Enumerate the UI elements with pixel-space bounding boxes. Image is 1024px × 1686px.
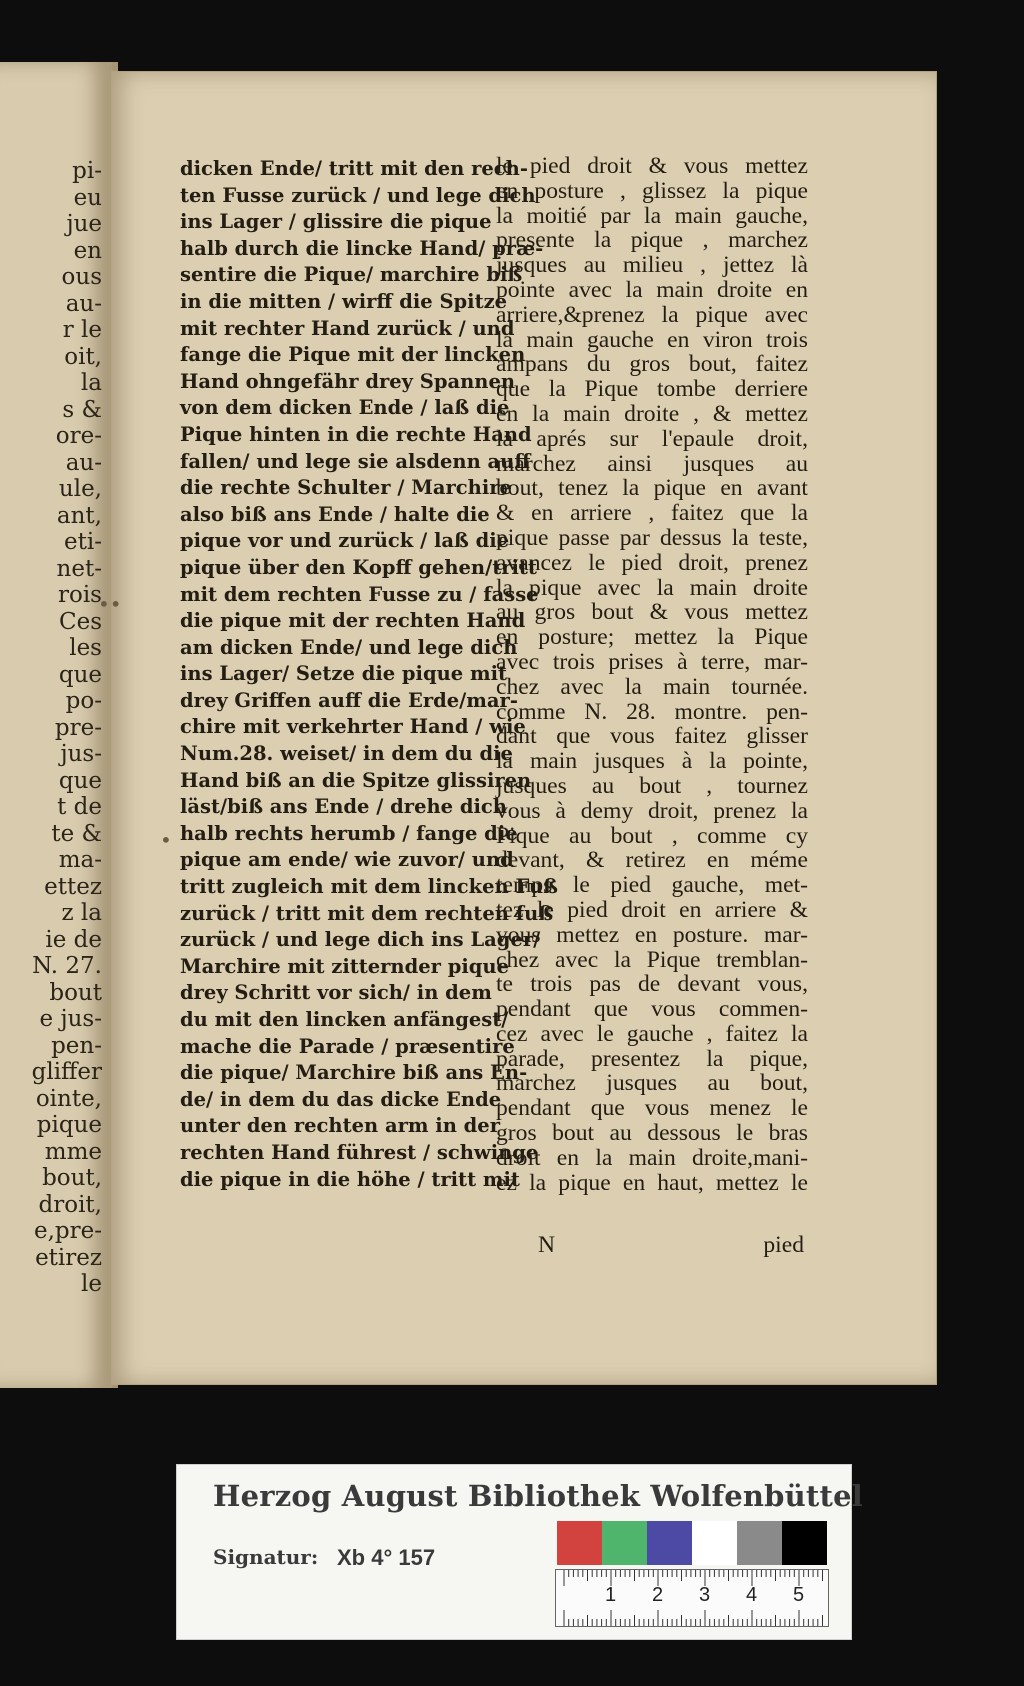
fragment-line: ettez [44, 873, 102, 900]
text-line: halb rechts herumb / fange die [180, 821, 518, 845]
margin-dots-mark: •• [98, 592, 122, 616]
previous-page-text-fragments [32, 158, 102, 1298]
text-line: vous mettez en posture. mar- [496, 921, 808, 948]
fragment-line: t de [57, 794, 102, 820]
fragment-line: z la [61, 900, 102, 926]
text-line: jusques au milieu , jettez là [496, 252, 808, 279]
fragment-line: bout, [42, 1165, 102, 1191]
text-line: drey Schritt vor sich/ in dem [180, 981, 492, 1005]
text-line: pique vor und zurück / laß die [180, 529, 510, 553]
text-line: die rechte Schulter / Marchire [180, 476, 512, 500]
fragment-line: eti- [64, 529, 102, 555]
fragment-line: e,pre- [33, 1218, 102, 1244]
catchword: pied [763, 1232, 804, 1258]
text-line: jusques au bout , tournez [496, 772, 808, 799]
fragment-line: les [69, 635, 102, 661]
text-line: drey Griffen auff die Erde/mar- [180, 688, 518, 712]
library-label [176, 1464, 863, 1640]
color-swatch [692, 1521, 737, 1565]
text-line: en posture; mettez la Pique [496, 624, 808, 651]
text-line: läst/biß ans Ende / drehe dich [180, 795, 507, 819]
color-swatch [782, 1521, 827, 1565]
text-line: le pied droit & vous mettez [496, 153, 808, 179]
text-line: die pique/ Marchire biß ans En- [180, 1061, 528, 1085]
german-text-column [180, 156, 558, 1193]
ruler-number: 2 [652, 1584, 664, 1606]
fragment-line: que [58, 767, 102, 794]
text-line: in die mitten / wirff die Spitze [180, 289, 508, 313]
fragment-line: ore- [55, 423, 102, 449]
text-line: zurück / tritt mit dem rechten fuß [180, 901, 554, 925]
fragment-line: s & [62, 396, 102, 423]
text-line: bout, tenez la pique en avant [496, 475, 808, 502]
text-line: pendant que vous menez le [496, 1095, 808, 1122]
text-line: la pique avec la main droite [496, 574, 808, 601]
fragment-line: ointe, [35, 1085, 102, 1112]
fragment-line: jus- [60, 741, 102, 767]
fragment-line: pi- [72, 158, 102, 184]
text-line: die pique mit der rechten Hand [180, 609, 526, 633]
fragment-line: en [73, 237, 102, 264]
fragment-line: mme [44, 1138, 102, 1165]
fragment-line: r le [62, 317, 102, 343]
text-line: tritt zugleich mit dem lincken Fuß [180, 875, 558, 899]
measurement-ruler [555, 1569, 829, 1627]
text-line: marchez jusques au bout, [496, 1070, 808, 1097]
fragment-line: ule, [58, 476, 102, 502]
fragment-line: po- [65, 688, 102, 714]
text-line: la moitié par la main gauche, [496, 202, 808, 229]
signatur-value: Xb 4° 157 [337, 1545, 436, 1570]
text-line: la aprés sur l'epaule droit, [496, 425, 808, 452]
fragment-line: ie de [45, 926, 102, 953]
color-swatch [602, 1521, 647, 1565]
color-calibration-strip [557, 1521, 827, 1565]
fragment-line: etirez [35, 1244, 102, 1271]
text-line: Pique au bout , comme cy [496, 822, 808, 849]
text-line: & en arriere , faitez que la [496, 500, 808, 527]
ruler-number: 4 [746, 1584, 758, 1606]
margin-bullet-mark: • [160, 828, 172, 852]
text-line: pique am ende/ wie zuvor/ und [180, 848, 514, 872]
ruler-number: 1 [605, 1584, 617, 1606]
text-line: pique über den Kopff gehen/tritt [180, 555, 537, 579]
fragment-line: au- [65, 449, 102, 476]
text-line: pointe avec la main droite en [496, 276, 808, 303]
text-line: Num.28. weiset/ in dem du die [180, 742, 513, 766]
fragment-line: net- [56, 555, 102, 582]
text-line: comme N. 28. montre. pen- [496, 698, 808, 725]
text-line: la main jusques à la pointe, [496, 748, 808, 775]
library-title: Herzog August Bibliothek Wolfenbüttel [213, 1479, 863, 1513]
text-line: mit dem rechten Fusse zu / fasse [180, 582, 539, 606]
ruler-ticks [556, 1570, 828, 1626]
text-line: en la main droite , & mettez [496, 400, 808, 427]
text-line: cez avec le gauche , faitez la [496, 1020, 808, 1047]
text-line: presente la pique , marchez [496, 227, 808, 254]
text-line: marchez ainsi jusques au [496, 450, 808, 477]
text-line: fange die Pique mit der lincken [180, 343, 526, 367]
fragment-line: pen- [51, 1032, 102, 1059]
fragment-line: au- [65, 290, 102, 317]
fragment-line: jue [66, 211, 102, 237]
text-line: pique passe par dessus la teste, [496, 524, 808, 551]
text-line: rechten Hand führest / schwinge [180, 1140, 539, 1164]
text-line: ampans du gros bout, faitez [496, 351, 808, 378]
fragment-line: ant, [56, 502, 102, 529]
text-line: Marchire mit zitternder pique [180, 954, 509, 978]
fragment-line: rois [57, 582, 102, 608]
fragment-line: bout [49, 979, 102, 1006]
text-line: sentire die Pique/ marchire biß [180, 263, 523, 287]
book-page [98, 72, 936, 1384]
page-footer [496, 1232, 808, 1258]
text-line: temps le pied gauche, met- [496, 872, 808, 899]
text-line: unter den rechten arm in der [180, 1114, 500, 1138]
fragment-line: que [58, 661, 102, 688]
text-line: te trois pas de devant vous, [496, 971, 808, 998]
text-line: avancez le pied droit, prenez [496, 549, 808, 576]
text-line: chire mit verkehrter Hand / wie [180, 715, 526, 739]
fragment-line: ma- [58, 847, 102, 873]
fragment-line: la [80, 370, 102, 396]
text-line: von dem dicken Ende / laß die [180, 396, 510, 420]
french-text-column [496, 154, 808, 1195]
text-line: pendant que vous commen- [496, 996, 808, 1023]
text-line: ins Lager/ Setze die pique mit [180, 662, 508, 686]
fragment-line: pre- [54, 714, 102, 741]
text-line: vous à demy droit, prenez la [496, 797, 808, 824]
text-line: en posture , glissez la pique [496, 177, 808, 204]
fragment-line: le [81, 1271, 102, 1297]
text-line: Hand ohngefähr drey Spannen [180, 369, 516, 393]
text-line: ez la pique en haut, mettez le [496, 1169, 808, 1196]
text-line: chez avec la main tournée. [496, 673, 808, 700]
text-line: ten Fusse zurück / und lege dich [180, 183, 536, 207]
text-line: parade, presentez la pique, [496, 1045, 808, 1072]
color-swatch [737, 1521, 782, 1565]
text-line: die pique in die höhe / tritt mit [180, 1167, 520, 1191]
fragment-line: ous [61, 264, 102, 290]
color-swatch [557, 1521, 602, 1565]
fragment-line: eu [73, 184, 102, 211]
text-line: Pique hinten in die rechte Hand [180, 422, 532, 446]
text-line: zurück / und lege dich ins Lager/ [180, 928, 541, 952]
text-line: tez le pied droit en arriere & [496, 896, 808, 923]
signatur-label: Signatur: [213, 1545, 319, 1569]
signature-mark: N [538, 1232, 556, 1258]
ruler-number: 3 [699, 1584, 711, 1606]
fragment-line: oit, [64, 343, 102, 370]
text-line: dant que vous faitez glisser [496, 723, 808, 750]
text-line: also biß ans Ende / halte die [180, 502, 490, 526]
fragment-line: te & [51, 820, 102, 847]
text-line: arriere,&prenez la pique avec [496, 301, 808, 328]
fragment-line: pique [36, 1112, 102, 1138]
fragment-line: droit, [38, 1191, 102, 1218]
text-line: mit rechter Hand zurück / und [180, 316, 515, 340]
text-line: gros bout au dessous le bras [496, 1120, 808, 1147]
text-line: fallen/ und lege sie alsdenn auff [180, 449, 531, 473]
fragment-line: gliffer [31, 1059, 102, 1085]
fragment-line: e jus- [39, 1006, 102, 1032]
text-line: dicken Ende/ tritt mit den rech- [180, 157, 528, 180]
text-line: devant, & retirez en méme [496, 847, 808, 874]
text-line: Hand biß an die Spitze glissiren [180, 768, 532, 792]
ruler-number: 5 [793, 1584, 805, 1606]
text-line: ins Lager / glissire die pique [180, 210, 492, 234]
text-line: que la Pique tombe derriere [496, 376, 808, 403]
text-line: mache die Parade / præsentire [180, 1034, 515, 1058]
text-line: am dicken Ende/ und lege dich [180, 635, 518, 659]
text-line: du mit den lincken anfängest/ [180, 1008, 509, 1031]
text-line: droit en la main droite,mani- [496, 1144, 808, 1171]
text-line: avec trois prises à terre, mar- [496, 648, 808, 675]
previous-page [0, 62, 118, 1388]
text-line: la main gauche en viron trois [496, 326, 808, 353]
text-line: de/ in dem du das dicke Ende [180, 1087, 502, 1111]
text-line: au gros bout & vous mettez [496, 599, 808, 626]
fragment-line: N. 27. [32, 953, 102, 979]
color-swatch [647, 1521, 692, 1565]
text-line: halb durch die lincke Hand/ præ- [180, 236, 544, 260]
fragment-line: Ces [58, 608, 102, 635]
text-line: chez avec la Pique tremblan- [496, 946, 808, 973]
